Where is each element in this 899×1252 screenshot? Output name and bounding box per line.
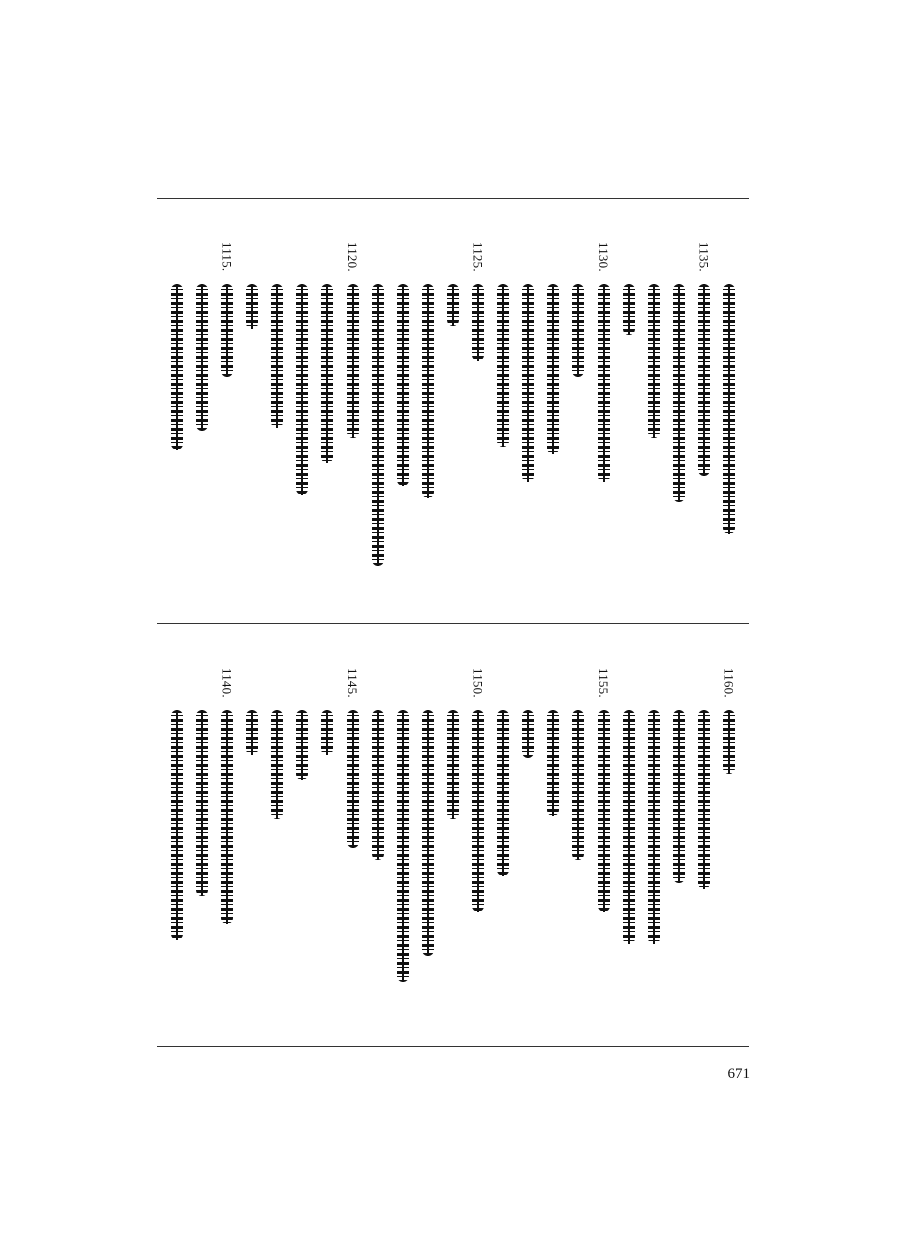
script-text-line (422, 284, 434, 498)
verse-line (565, 668, 591, 860)
line-number: 1115. (219, 242, 235, 272)
script-text-line (397, 710, 409, 982)
script-text-line (723, 284, 735, 534)
script-text-line (246, 284, 258, 329)
verse-line (264, 242, 290, 428)
verse-line (515, 242, 541, 482)
verse-line (565, 242, 591, 377)
verse-line (440, 242, 466, 326)
verse-line (616, 242, 642, 335)
verse-line (666, 242, 692, 502)
verse-line (490, 668, 516, 876)
script-text-line (221, 284, 233, 377)
script-text-line (397, 284, 409, 486)
line-number: 1125. (470, 242, 486, 272)
verse-line (340, 242, 366, 438)
verse-line (239, 668, 265, 755)
verse-line (691, 668, 717, 889)
middle-horizontal-rule (157, 623, 749, 624)
script-text-line (648, 710, 660, 944)
script-text-line (698, 710, 710, 889)
line-number: 1155. (596, 668, 611, 698)
script-text-line (221, 710, 233, 924)
verse-line (691, 242, 717, 476)
verse-line (515, 668, 541, 758)
script-text-line (196, 710, 208, 896)
line-number: 1140. (219, 668, 235, 698)
line-number: 1145. (345, 668, 360, 698)
script-text-line (698, 284, 710, 476)
verse-line (365, 242, 391, 566)
script-text-line (572, 284, 584, 377)
page-number: 671 (727, 1066, 750, 1082)
verse-line (164, 668, 190, 940)
script-text-line (372, 710, 384, 860)
verse-line (465, 242, 491, 361)
script-text-line (271, 710, 283, 819)
script-text-line (296, 284, 308, 495)
script-text-line (572, 710, 584, 860)
script-text-line (372, 284, 384, 566)
verse-line (540, 668, 566, 816)
script-text-line (547, 710, 559, 816)
verse-line (716, 242, 742, 534)
verse-line (390, 242, 416, 486)
script-text-line (447, 284, 459, 326)
verse-line (264, 668, 290, 819)
script-text-line (598, 284, 610, 482)
script-text-line (497, 710, 509, 876)
top-horizontal-rule (157, 198, 749, 199)
verse-line (616, 668, 642, 944)
script-text-line (271, 284, 283, 428)
line-number: 1160. (721, 668, 737, 698)
script-text-line (171, 710, 183, 940)
script-text-line (547, 284, 559, 454)
script-text-line (497, 284, 509, 447)
script-text-line (321, 284, 333, 463)
verse-line (365, 668, 391, 860)
verse-line (314, 242, 340, 463)
script-text-line (447, 710, 459, 819)
verse-line (239, 242, 265, 329)
verse-line (314, 668, 340, 755)
verse-line (641, 242, 667, 438)
script-text-line (648, 284, 660, 438)
verse-line (214, 242, 240, 377)
verse-line (164, 242, 190, 450)
verse-line (340, 668, 366, 848)
script-text-line (673, 710, 685, 883)
script-text-line (522, 710, 534, 758)
script-text-line (171, 284, 183, 450)
script-text-line (472, 284, 484, 361)
verse-line (716, 668, 742, 774)
verse-line (289, 668, 315, 780)
verse-line (440, 668, 466, 819)
verse-line (214, 668, 240, 924)
script-text-line (522, 284, 534, 482)
verse-line (415, 668, 441, 956)
script-text-line (598, 710, 610, 912)
script-text-line (347, 284, 359, 438)
verse-line (415, 242, 441, 498)
script-text-line (347, 710, 359, 848)
line-number: 1120. (345, 242, 360, 272)
verse-line (591, 668, 617, 912)
script-text-line (196, 284, 208, 431)
script-text-line (472, 710, 484, 912)
line-number: 1150. (470, 668, 486, 698)
verse-line (465, 668, 491, 912)
verse-line (540, 242, 566, 454)
script-text-line (673, 284, 685, 502)
script-text-line (321, 710, 333, 755)
script-text-line (246, 710, 258, 755)
top-text-block (157, 200, 749, 620)
script-text-line (623, 710, 635, 944)
verse-line (390, 668, 416, 982)
verse-line (189, 242, 215, 431)
script-text-line (623, 284, 635, 335)
bottom-horizontal-rule (157, 1046, 749, 1047)
verse-line (591, 242, 617, 482)
verse-line (666, 668, 692, 883)
script-text-line (296, 710, 308, 780)
bottom-text-block (157, 626, 749, 1044)
verse-line (189, 668, 215, 896)
line-number: 1130. (596, 242, 611, 272)
verse-line (289, 242, 315, 495)
script-text-line (723, 710, 735, 774)
verse-line (490, 242, 516, 447)
script-text-line (422, 710, 434, 956)
verse-line (641, 668, 667, 944)
line-number: 1135. (696, 242, 712, 272)
